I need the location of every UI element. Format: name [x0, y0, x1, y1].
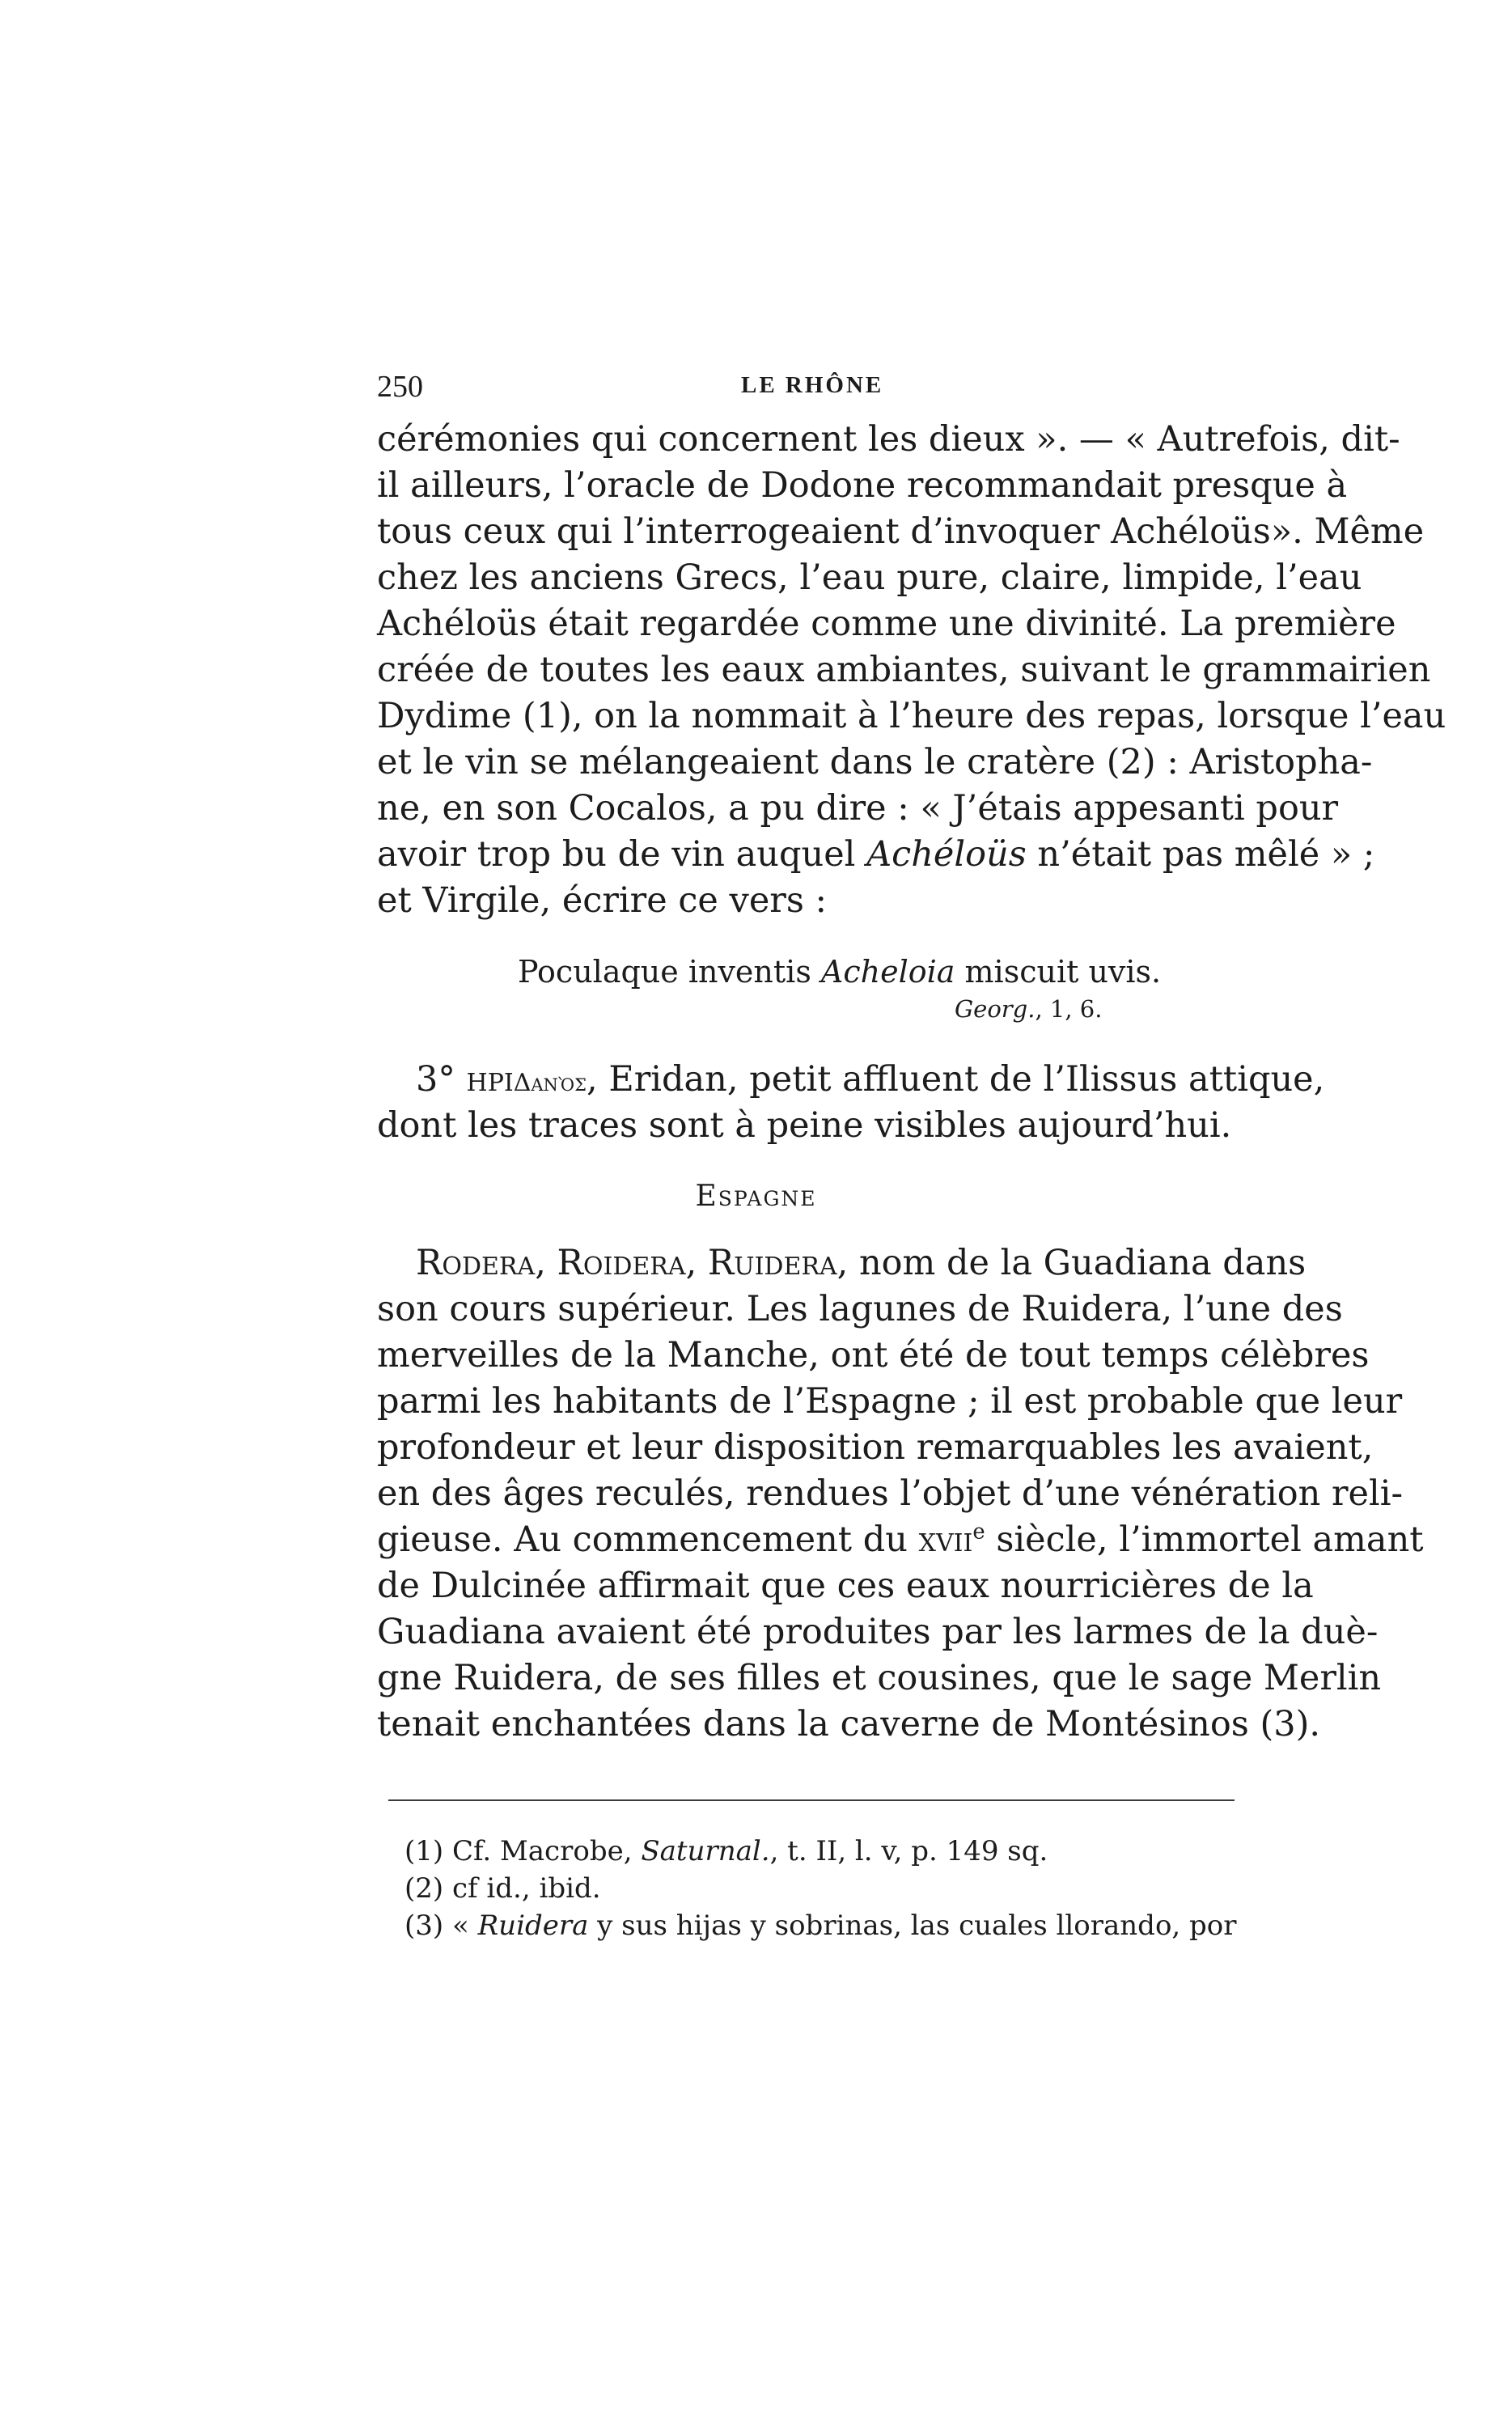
text-span: miscuit uvis. [955, 954, 1162, 990]
greek-term: ΗΡΙΔανὸς [466, 1069, 587, 1097]
text-line: profondeur et leur disposition remarquables les avaient, [377, 1427, 1374, 1468]
river-name: Rodera [416, 1243, 536, 1283]
text-line: de Dulcinée affirmait que ces eaux nourricières de la [377, 1566, 1314, 1606]
century-numeral: xvii [918, 1520, 973, 1560]
footnote-1 [404, 1833, 1048, 1869]
text-line: gne Ruidera, de ses filles et cousines, que le sage Merlin [377, 1658, 1382, 1698]
text-line: parmi les habitants de l’Espagne ; il est probable que leur [377, 1381, 1403, 1422]
page-header [377, 369, 1235, 414]
text-line: créée de toutes les eaux ambiantes, suivant le grammairien [377, 650, 1431, 690]
footnote-2: (2) cf id., ibid. [404, 1872, 601, 1905]
text-line: dont les traces sont à peine visibles aujourd’hui. [377, 1105, 1232, 1146]
page-number: 250 [377, 370, 423, 404]
text-span: n’était pas mêlé » ; [1026, 834, 1375, 875]
river-name: Ruidera [707, 1243, 837, 1283]
text-line: et Virgile, écrire ce vers : [377, 880, 828, 921]
text-line: tenait enchantées dans la caverne de Montésinos (3). [377, 1704, 1321, 1744]
text-span: , 1, 6. [1035, 995, 1103, 1023]
river-name: Roidera [557, 1243, 686, 1283]
text-span: (3) « [404, 1909, 478, 1942]
text-line: tous ceux qui l’interrogeaient d’invoquer Achéloüs». Même [377, 511, 1425, 552]
text-line [377, 1517, 1424, 1562]
text-span: , nom de la Guadiana dans [836, 1243, 1307, 1283]
text-span: , Eridan, petit affluent de l’Ilissus attique, [586, 1059, 1325, 1100]
text-span: Poculaque inventis [518, 954, 821, 990]
italic-term: Acheloia [820, 954, 955, 990]
text-line: merveilles de la Manche, ont été de tout temps célèbres [377, 1335, 1370, 1375]
text-line: cérémonies qui concernent les dieux ». — « Autrefois, dit- [377, 419, 1400, 460]
text-span: avoir trop bu de vin auquel [377, 834, 867, 875]
text-line [377, 832, 1375, 877]
footnote-3 [404, 1908, 1235, 1943]
text-line: Achéloüs était regardée comme une divinité. La première [377, 604, 1396, 644]
quote-source [955, 993, 1102, 1025]
italic-term: Saturnal. [641, 1835, 770, 1867]
italic-term: Ruidera [477, 1909, 589, 1942]
text-span: y sus hijas y sobrinas, las cuales llorando, por [588, 1909, 1237, 1942]
italic-term: Achéloüs [866, 834, 1027, 875]
text-line [416, 1240, 1307, 1286]
footnote-rule [388, 1799, 1235, 1801]
separator: , [685, 1243, 708, 1283]
text-line: chez les anciens Grecs, l’eau pure, claire, limpide, l’eau [377, 557, 1362, 598]
text-span: (1) Cf. Macrobe, [404, 1835, 642, 1867]
superscript: e [972, 1520, 985, 1545]
text-span: siècle, l’immortel amant [985, 1520, 1424, 1560]
text-line: Guadiana avaient été produites par les larmes de la duè- [377, 1612, 1379, 1652]
verse-quotation [518, 951, 1161, 993]
text-span: gieuse. Au commencement du [377, 1520, 919, 1560]
text-line: ne, en son Cocalos, a pu dire : « J’étais appesanti pour [377, 788, 1339, 829]
text-line [416, 1057, 1325, 1102]
italic-term: Georg. [955, 995, 1036, 1023]
text-line: Dydime (1), on la nommait à l’heure des repas, lorsque l’eau [377, 696, 1446, 736]
section-heading: Espagne [695, 1180, 817, 1213]
text-line: en des âges reculés, rendues l’objet d’une vénération reli- [377, 1473, 1403, 1514]
separator: , [535, 1243, 557, 1283]
text-line: et le vin se mélangeaient dans le cratère (2) : Aristopha- [377, 742, 1373, 782]
text-span: , t. II, l. v, p. 149 sq. [769, 1835, 1048, 1867]
running-title: LE RHÔNE [741, 372, 884, 398]
text-line: il ailleurs, l’oracle de Dodone recommandait presque à [377, 465, 1348, 506]
list-marker: 3° [416, 1059, 455, 1100]
text-line: son cours supérieur. Les lagunes de Ruidera, l’une des [377, 1289, 1343, 1329]
